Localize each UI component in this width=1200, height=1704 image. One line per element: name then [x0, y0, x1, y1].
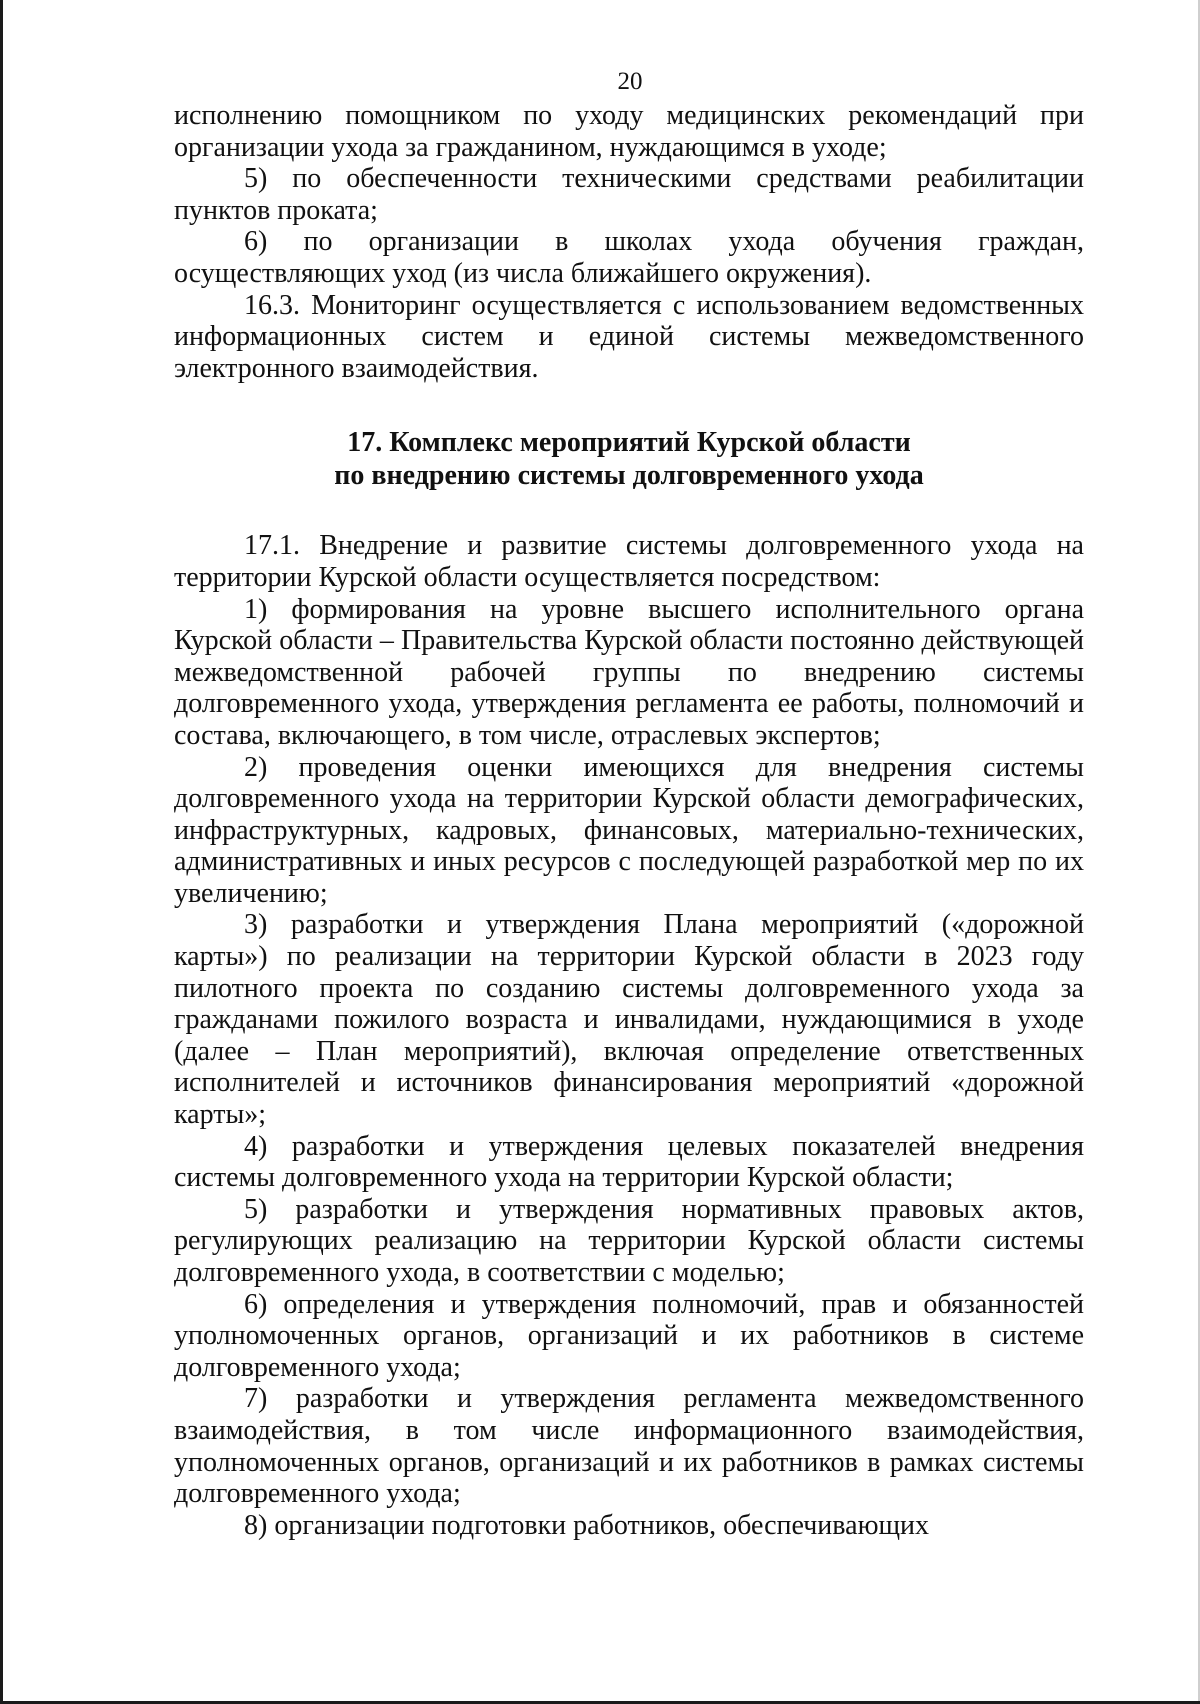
paragraph: 17.1. Внедрение и развитие системы долговременного ухода на территории Курской области осуществляется посредством: [174, 530, 1084, 593]
paragraphs-after-heading [174, 530, 1084, 1541]
section-heading-line-2: по внедрению системы долговременного ухода [334, 460, 924, 492]
section-heading-line-1: 17. Комплекс мероприятий Курской области [347, 427, 911, 459]
list-item-6: 6) определения и утверждения полномочий, прав и обязанностей уполномоченных органов, организаций и их работников в системе долговременного ухода; [174, 1288, 1084, 1383]
list-item-2: 2) проведения оценки имеющихся для внедрения системы долговременного ухода на территории Курской области демографических, инфраструктурных, кадровых, финансовых, материально-технических, административных и иных ресурсов с последующей разработкой мер по их увеличению; [174, 751, 1084, 909]
paragraphs-before-heading [174, 100, 1084, 384]
paragraph: исполнению помощником по уходу медицинских рекомендаций при организации ухода за гражданином, нуждающимся в уходе; [174, 100, 1084, 163]
list-item-5: 5) разработки и утверждения нормативных правовых актов, регулирующих реализацию на территории Курской области системы долговременного ухода, в соответствии с моделью; [174, 1193, 1084, 1288]
paragraph: 16.3. Мониторинг осуществляется с использованием ведомственных информационных систем и единой системы межведомственного электронного взаимодействия. [174, 289, 1084, 384]
list-item-1: 1) формирования на уровне высшего исполнительного органа Курской области – Правительства Курской области постоянно действующей межведомственной рабочей группы по внедрению системы долговременного ухода, утверждения регламента ее работы, полномочий и состава, включающего, в том числе, отраслевых экспертов; [174, 593, 1084, 751]
list-item-4: 4) разработки и утверждения целевых показателей внедрения системы долговременного ухода на территории Курской области; [174, 1130, 1084, 1194]
section-heading [174, 426, 1084, 492]
list-item-7: 7) разработки и утверждения регламента межведомственного взаимодействия, в том числе информационного взаимодействия, уполномоченных органов, организаций и их работников в рамках системы долговременного ухода; [174, 1383, 1084, 1510]
list-item-8: 8) организации подготовки работников, обеспечивающих [244, 1509, 930, 1541]
paragraph: 5) по обеспеченности техническими средствами реабилитации пунктов проката; [174, 163, 1084, 226]
page-number: 20 [617, 68, 643, 95]
list-item-3: 3) разработки и утверждения Плана мероприятий («дорожной карты») по реализации на территории Курской области в 2023 году пилотного проекта по созданию системы долговременного ухода за гражданами пожилого возраста и инвалидами, нуждающимися в уходе (далее – План мероприятий), включая определение ответственных исполнителей и источников финансирования мероприятий «дорожной карты»; [174, 909, 1084, 1131]
document-body [174, 100, 1084, 1541]
paragraph: 6) по организации в школах ухода обучения граждан, осуществляющих уход (из числа ближайшего окружения). [174, 226, 1084, 289]
scan-border-left [0, 0, 3, 1704]
